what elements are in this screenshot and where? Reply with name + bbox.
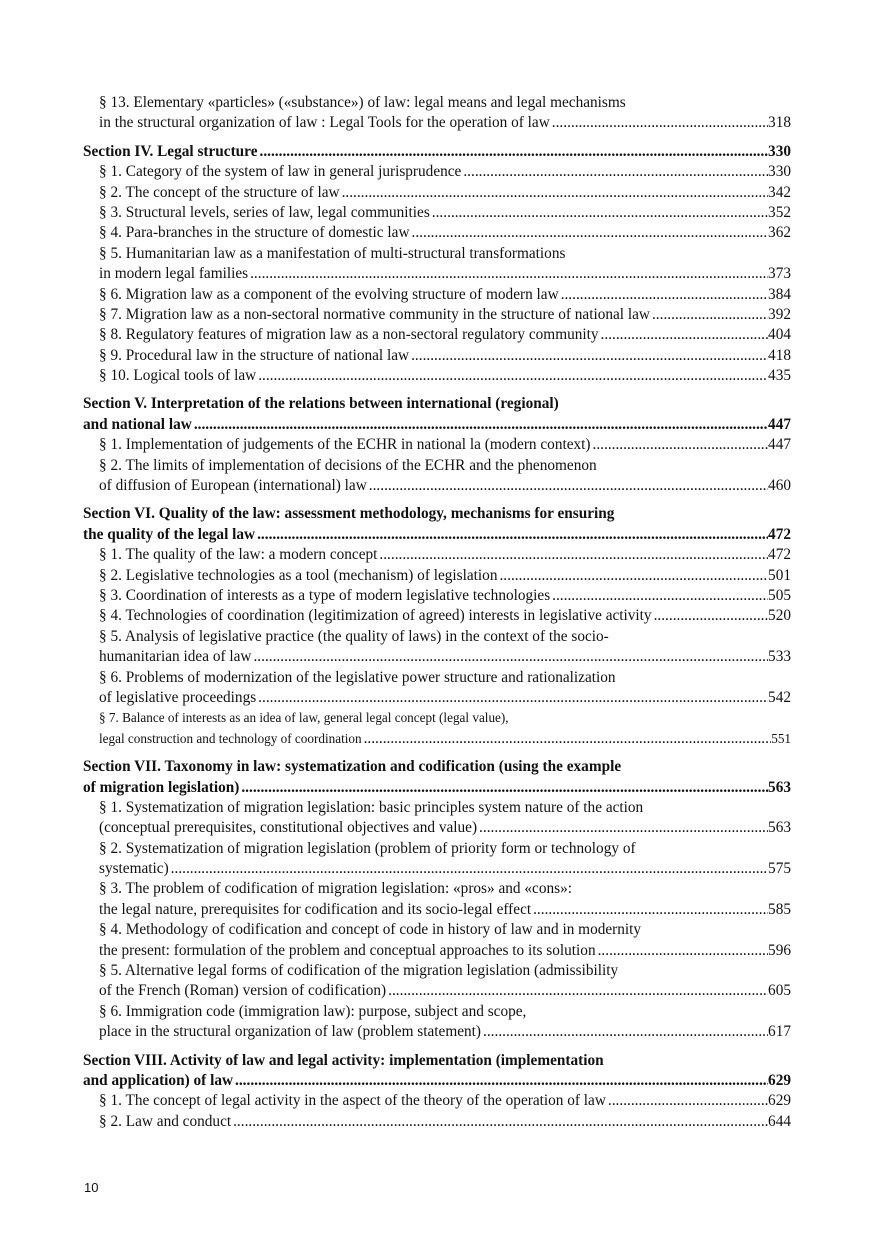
toc-entry-text: § 2. Law and conduct xyxy=(99,1112,232,1130)
toc-entry-text: § 5. Humanitarian law as a manifestation of multi-structural transformations xyxy=(99,244,566,262)
dot-leader xyxy=(192,415,768,435)
dot-leader xyxy=(550,113,768,133)
toc-entry-text: Section VII. Taxonomy in law: systematization and codification (using the example xyxy=(83,758,622,776)
toc-section-line xyxy=(83,415,791,435)
toc-entry-line xyxy=(83,456,791,476)
toc-entry-line xyxy=(83,162,791,182)
toc-entry-line xyxy=(83,708,791,728)
toc-entry-text: of migration legislation) xyxy=(83,778,240,796)
toc-entry-text: § 3. The problem of codification of migration legislation: «pros» and «cons»: xyxy=(99,880,572,898)
toc-entry-text: in modern legal families xyxy=(99,265,249,283)
toc-entry-line xyxy=(83,366,791,386)
toc-entry-line xyxy=(83,264,791,284)
toc-entry-line xyxy=(83,981,791,1001)
toc-entry-line xyxy=(83,1091,791,1111)
toc-page-number: 460 xyxy=(768,477,791,495)
dot-leader xyxy=(531,900,768,920)
toc-entry-text: § 2. The concept of the structure of law xyxy=(99,183,340,201)
toc-entry-line xyxy=(83,183,791,203)
toc-entry-line xyxy=(83,435,791,455)
toc-page-number: 629 xyxy=(768,1071,791,1089)
toc-entry-line xyxy=(83,839,791,859)
toc-page-number: 352 xyxy=(768,203,791,221)
toc-entry-text: § 6. Immigration code (immigration law): purpose, subject and scope, xyxy=(99,1002,527,1020)
toc-entry-line xyxy=(83,586,791,606)
toc-entry-text: the quality of the legal law xyxy=(83,525,256,543)
toc-entry-text: § 1. Implementation of judgements of the ECHR in national la (modern context) xyxy=(99,436,591,454)
dot-leader xyxy=(599,325,769,345)
toc-entry-line xyxy=(83,476,791,496)
toc-entry-line xyxy=(83,688,791,708)
dot-leader xyxy=(248,264,768,284)
toc-entry-line xyxy=(83,961,791,981)
dot-leader xyxy=(596,941,768,961)
dot-leader xyxy=(591,435,769,455)
toc-entry-line xyxy=(83,729,791,749)
dot-leader xyxy=(650,305,768,325)
dot-leader xyxy=(377,545,768,565)
toc-entry-text: § 1. Systematization of migration legislation: basic principles system nature of the action xyxy=(99,798,644,816)
toc-entry-text: § 1. The quality of the law: a modern concept xyxy=(99,546,378,564)
dot-leader xyxy=(559,285,768,305)
toc-entry-line xyxy=(83,647,791,667)
toc-page-number: 447 xyxy=(768,415,791,433)
toc-entry-text: § 5. Alternative legal forms of codification of the migration legislation (admissibility xyxy=(99,962,619,980)
toc-entry-text: of the French (Roman) version of codification) xyxy=(99,982,387,1000)
toc-entry-text: the legal nature, prerequisites for codification and its socio-legal effect xyxy=(99,900,532,918)
toc-entry-text: § 3. Coordination of interests as a type of modern legislative technologies xyxy=(99,586,551,604)
toc-entry-text: humanitarian idea of law xyxy=(99,648,252,666)
toc-page-number: 472 xyxy=(768,525,791,543)
toc-page-number: 605 xyxy=(768,982,791,1000)
toc-entry-line xyxy=(83,1022,791,1042)
toc-page-number: 585 xyxy=(768,900,791,918)
toc-page-number: 563 xyxy=(768,778,791,796)
toc-entry-text: § 6. Problems of modernization of the legislative power structure and rationalization xyxy=(99,668,616,686)
toc-entry-line xyxy=(83,1002,791,1022)
toc-entry-text: § 1. Category of the system of law in general jurisprudence xyxy=(99,163,462,181)
toc-entry-line xyxy=(83,798,791,818)
toc-entry-text: § 2. Systematization of migration legislation (problem of priority form or technology of xyxy=(99,839,636,857)
toc-page-number: 551 xyxy=(771,730,791,746)
dot-leader xyxy=(430,203,768,223)
dot-leader xyxy=(255,525,768,545)
toc-entry-text: § 7. Balance of interests as an idea of law, general legal concept (legal value), xyxy=(99,710,509,726)
table-of-contents xyxy=(83,93,791,1132)
toc-entry-text: the present: formulation of the problem and conceptual approaches to its solution xyxy=(99,941,596,959)
dot-leader xyxy=(606,1091,768,1111)
toc-page-number: 575 xyxy=(768,860,791,878)
dot-leader xyxy=(239,778,768,798)
toc-entry-text: § 2. Legislative technologies as a tool (mechanism) of legislation xyxy=(99,566,498,584)
toc-entry-line xyxy=(83,1112,791,1132)
toc-entry-text: place in the structural organization of law (problem statement) xyxy=(99,1023,482,1041)
toc-entry-text: Section VIII. Activity of law and legal activity: implementation (implementation xyxy=(83,1051,604,1069)
toc-entry-text: § 10. Logical tools of law xyxy=(99,367,257,385)
toc-entry-text: in the structural organization of law : Legal Tools for the operation of law xyxy=(99,114,550,132)
toc-page-number: 505 xyxy=(768,586,791,604)
toc-entry-line xyxy=(83,223,791,243)
toc-entry-line xyxy=(83,305,791,325)
toc-page-number: 617 xyxy=(768,1023,791,1041)
toc-entry-text: § 4. Technologies of coordination (legitimization of agreed) interests in legislative activity xyxy=(99,607,652,625)
dot-leader xyxy=(652,606,768,626)
dot-leader xyxy=(251,647,768,667)
toc-page-number: 644 xyxy=(768,1112,791,1130)
toc-entry-text: Section VI. Quality of the law: assessment methodology, mechanisms for ensuring xyxy=(83,505,615,523)
toc-entry-line xyxy=(83,859,791,879)
toc-entry-line xyxy=(83,879,791,899)
toc-entry-line xyxy=(83,818,791,838)
toc-page-number: 384 xyxy=(768,285,791,303)
toc-entry-text: § 13. Elementary «particles» («substance») of law: legal means and legal mechanisms xyxy=(99,94,626,111)
toc-entry-line xyxy=(83,113,791,133)
dot-leader xyxy=(367,476,768,496)
toc-entry-text: § 9. Procedural law in the structure of national law xyxy=(99,346,410,364)
toc-page-number: 447 xyxy=(768,436,791,454)
toc-entry-text: (conceptual prerequisites, constitutional objectives and value) xyxy=(99,819,478,837)
toc-entry-text: Section IV. Legal structure xyxy=(83,142,258,160)
toc-entry-line xyxy=(83,566,791,586)
toc-page-number: 404 xyxy=(768,326,791,344)
toc-entry-line xyxy=(83,941,791,961)
toc-section-line xyxy=(83,1071,791,1091)
toc-page-number: 342 xyxy=(768,183,791,201)
toc-page-number: 629 xyxy=(768,1092,791,1110)
toc-page-number: 596 xyxy=(768,941,791,959)
toc-entry-text: § 7. Migration law as a non-sectoral normative community in the structure of national law xyxy=(99,305,650,323)
dot-leader xyxy=(386,981,768,1001)
toc-entry-text: of legislative proceedings xyxy=(99,688,257,706)
toc-entry-text: § 6. Migration law as a component of the evolving structure of modern law xyxy=(99,285,559,303)
toc-entry-line xyxy=(83,346,791,366)
toc-section-line xyxy=(83,778,791,798)
toc-section-line xyxy=(83,142,791,162)
toc-page-number: 542 xyxy=(768,688,791,706)
dot-leader xyxy=(362,729,772,749)
toc-page-number: 373 xyxy=(768,265,791,283)
dot-leader xyxy=(461,162,768,182)
dot-leader xyxy=(169,859,768,879)
toc-page-number: 392 xyxy=(768,305,791,323)
toc-page-number: 318 xyxy=(768,114,791,132)
toc-entry-text: and national law xyxy=(83,415,192,433)
toc-section-line xyxy=(83,1051,791,1071)
toc-entry-line xyxy=(83,920,791,940)
dot-leader xyxy=(340,183,768,203)
toc-entry-text: systematic) xyxy=(99,860,169,878)
toc-entry-line xyxy=(83,244,791,264)
toc-entry-text: legal construction and technology of coordination xyxy=(99,730,362,746)
toc-entry-text: of diffusion of European (international) law xyxy=(99,477,367,495)
toc-entry-text: § 2. The limits of implementation of decisions of the ECHR and the phenomenon xyxy=(99,456,597,474)
toc-entry-line xyxy=(83,606,791,626)
toc-page-number: 501 xyxy=(768,566,791,584)
toc-page-number: 362 xyxy=(768,224,791,242)
page-number: 10 xyxy=(84,1180,99,1195)
toc-page-number: 330 xyxy=(768,142,791,160)
toc-entry-text: § 4. Para-branches in the structure of domestic law xyxy=(99,224,410,242)
toc-entry-text: Section V. Interpretation of the relations between international (regional) xyxy=(83,395,559,413)
toc-page-number: 418 xyxy=(768,346,791,364)
toc-entry-line xyxy=(83,93,791,113)
dot-leader xyxy=(256,688,768,708)
toc-entry-line xyxy=(83,325,791,345)
toc-section-line xyxy=(83,504,791,524)
toc-entry-text: § 4. Methodology of codification and concept of code in history of law and in modernity xyxy=(99,921,642,939)
dot-leader xyxy=(233,1071,768,1091)
dot-leader xyxy=(481,1022,768,1042)
toc-page-number: 472 xyxy=(768,546,791,564)
dot-leader xyxy=(231,1112,768,1132)
toc-entry-text: § 1. The concept of legal activity in the aspect of the theory of the operation of law xyxy=(99,1092,606,1110)
toc-entry-line xyxy=(83,627,791,647)
toc-page-number: 533 xyxy=(768,648,791,666)
dot-leader xyxy=(409,346,768,366)
toc-page-number: 330 xyxy=(768,163,791,181)
dot-leader xyxy=(256,366,768,386)
toc-entry-text: § 3. Structural levels, series of law, legal communities xyxy=(99,203,430,221)
dot-leader xyxy=(497,566,768,586)
toc-entry-text: and application) of law xyxy=(83,1071,234,1089)
toc-entry-line xyxy=(83,545,791,565)
toc-entry-line xyxy=(83,203,791,223)
toc-section-line xyxy=(83,757,791,777)
toc-entry-line xyxy=(83,668,791,688)
toc-section-line xyxy=(83,525,791,545)
toc-page-number: 435 xyxy=(768,367,791,385)
dot-leader xyxy=(477,818,768,838)
toc-page-number: 563 xyxy=(768,819,791,837)
toc-section-line xyxy=(83,394,791,414)
dot-leader xyxy=(410,223,769,243)
toc-entry-text: § 8. Regulatory features of migration law as a non-sectoral regulatory community xyxy=(99,326,599,344)
toc-entry-line xyxy=(83,285,791,305)
toc-entry-text: § 5. Analysis of legislative practice (the quality of laws) in the context of the socio- xyxy=(99,627,609,645)
toc-entry-line xyxy=(83,900,791,920)
dot-leader xyxy=(550,586,768,606)
dot-leader xyxy=(258,142,769,162)
toc-page-number: 520 xyxy=(768,607,791,625)
